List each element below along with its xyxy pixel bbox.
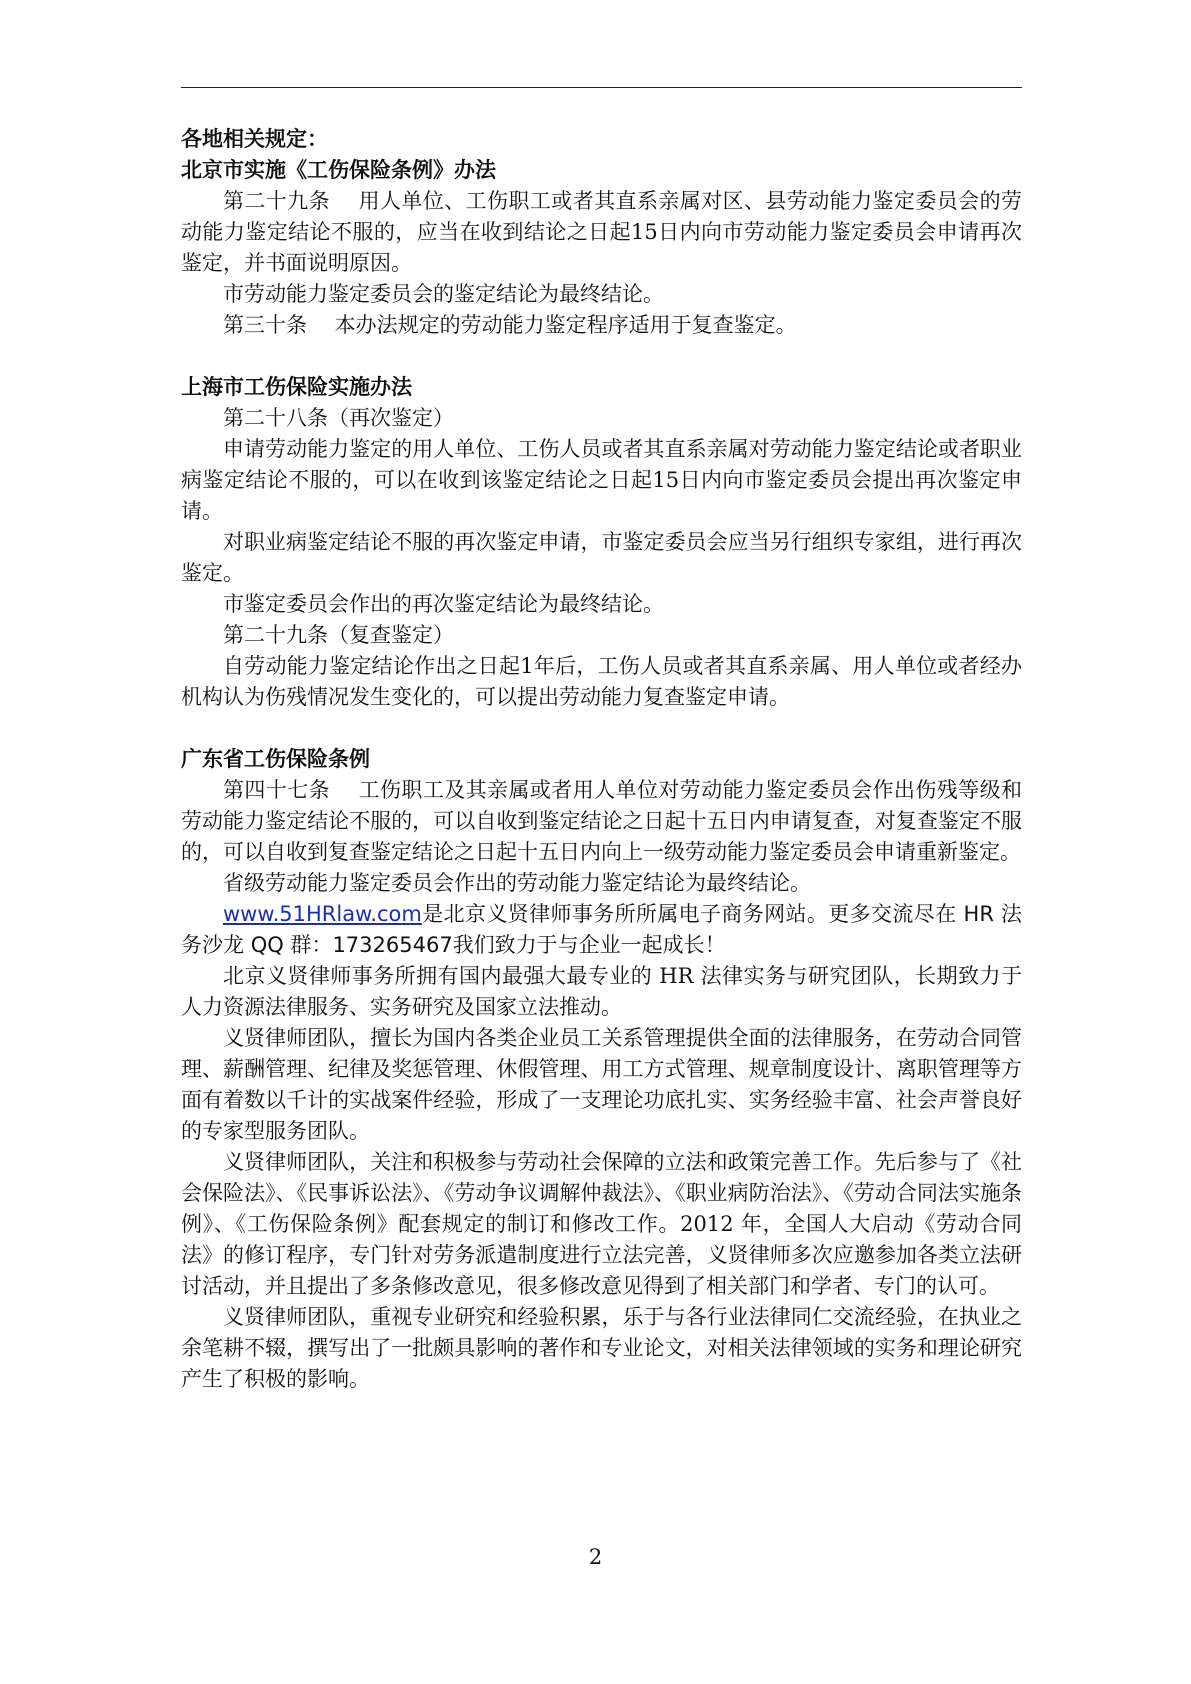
promo-qq: QQ: [250, 933, 284, 957]
shanghai-para: 市鉴定委员会作出的再次鉴定结论为最终结论。: [223, 592, 664, 616]
intro-heading: 各地相关规定：: [181, 127, 328, 151]
page-number: 2: [588, 1545, 603, 1569]
beijing-title: 北京市实施《工伤保险条例》办法: [181, 158, 496, 182]
shanghai-para: 第二十九条（复查鉴定）: [223, 623, 454, 647]
firm-intro-para: 义贤律师团队，关注和积极参与劳动社会保障的立法和政策完善工作。先后参与了《社会保险法》、《民事诉讼法》、《劳动争议调解仲裁法》、《职业病防治法》、《劳动合同法实施条例》、《工伤保险条例》配套规定的制订和修改工作。2012 年，全国人大启动《劳动合同法》的修订程序，专门针对劳务派遣制度进行立法完善，义贤律师多次应邀参加各类立法研讨活动，并且提出了多条修改意见，很多修改意见得到了相关部门和学者、专门的认可。: [181, 1150, 1022, 1298]
header-rule: [181, 87, 1022, 88]
promo-qq-prefix: 法务沙龙: [181, 902, 1022, 957]
beijing-para: 市劳动能力鉴定委员会的鉴定结论为最终结论。: [223, 282, 664, 306]
shanghai-para: 自劳动能力鉴定结论作出之日起1年后，工伤人员或者其直系亲属、用人单位或者经办机构认为伤残情况发生变化的，可以提出劳动能力复查鉴定申请。: [181, 654, 1022, 709]
firm-intro-para: 义贤律师团队，重视专业研究和经验积累，乐于与各行业法律同仁交流经验，在执业之余笔耕不辍，撰写出了一批颇具影响的著作和专业论文，对相关法律领域的实务和理论研究产生了积极的影响。: [181, 1305, 1022, 1391]
promo-paragraph: [181, 899, 1022, 961]
firm-intro-para: 北京义贤律师事务所拥有国内最强大最专业的 HR 法律实务与研究团队，长期致力于人力资源法律服务、实务研究及国家立法推动。: [181, 964, 1022, 1019]
document-body: [181, 124, 1022, 1395]
shanghai-para: 对职业病鉴定结论不服的再次鉴定申请，市鉴定委员会应当另行组织专家组，进行再次鉴定。: [181, 530, 1022, 585]
promo-hr: HR: [963, 902, 994, 926]
shanghai-para: 申请劳动能力鉴定的用人单位、工伤人员或者其直系亲属对劳动能力鉴定结论或者职业病鉴定结论不服的，可以在收到该鉴定结论之日起15日内向市鉴定委员会提出再次鉴定申请。: [181, 437, 1022, 523]
guangdong-para: 省级劳动能力鉴定委员会作出的劳动能力鉴定结论为最终结论。: [223, 871, 811, 895]
promo-tail: 我们致力于与企业一起成长！: [452, 933, 726, 957]
guangdong-title: 广东省工伤保险条例: [181, 747, 370, 771]
firm-intro-para: 义贤律师团队，擅长为国内各类企业员工关系管理提供全面的法律服务，在劳动合同管理、薪酬管理、纪律及奖惩管理、休假管理、用工方式管理、规章制度设计、离职管理等方面有着数以千计的实战案件经验，形成了一支理论功底扎实、实务经验丰富、社会声誉良好的专家型服务团队。: [181, 1026, 1022, 1143]
promo-qq-group-label: 群：: [283, 933, 333, 957]
guangdong-para: 第四十七条 工伤职工及其亲属或者用人单位对劳动能力鉴定委员会作出伤残等级和劳动能力鉴定结论不服的，可以自收到鉴定结论之日起十五日内申请复查，对复查鉴定不服的，可以自收到复查鉴定结论之日起十五日内向上一级劳动能力鉴定委员会申请重新鉴定。: [181, 778, 1022, 864]
beijing-para: 第二十九条 用人单位、工伤职工或者其直系亲属对区、县劳动能力鉴定委员会的劳动能力鉴定结论不服的，应当在收到结论之日起15日内向市劳动能力鉴定委员会申请再次鉴定，并书面说明原因。: [181, 189, 1022, 275]
shanghai-para: 第二十八条（再次鉴定）: [223, 406, 454, 430]
beijing-para: 第三十条 本办法规定的劳动能力鉴定程序适用于复查鉴定。: [223, 313, 797, 337]
website-link[interactable]: www.51HRlaw.com: [223, 902, 422, 926]
shanghai-title: 上海市工伤保险实施办法: [181, 375, 412, 399]
promo-link-suffix: 是北京义贤律师事务所所属电子商务网站。更多交流尽在: [421, 902, 964, 926]
qq-group-number: 173265467: [332, 933, 453, 957]
